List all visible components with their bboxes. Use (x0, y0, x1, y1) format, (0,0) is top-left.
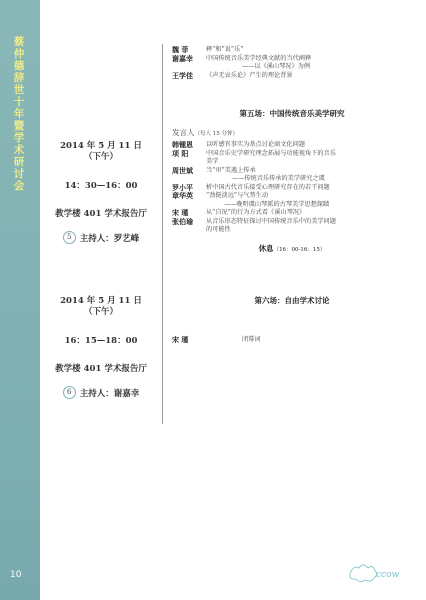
session6-host (44, 386, 158, 399)
ccow-logo (346, 560, 406, 584)
top-entries (172, 46, 412, 80)
session6-content (172, 297, 412, 344)
logo-text: ccow (376, 570, 400, 580)
session6-venue: 教学楼 401 学术报告厅 (55, 364, 147, 374)
session6-info (44, 296, 158, 399)
session5-number-badge: 5 (63, 231, 76, 244)
speakers-heading: 发言人（每人 15 分钟） (172, 127, 238, 137)
list-item: 的可能性 (206, 226, 231, 233)
list-item: 罗小平 析中国古代音乐接受心理研究存在的若干问题 (172, 182, 330, 192)
list-item: ——晚明虞山琴派的古琴美学思想探赜 (224, 200, 330, 208)
session6-date-sub: （下午） (83, 307, 118, 317)
list-item: 张伯瑜 从音乐形态特征探讨中国传统音乐中的美学问题 (172, 216, 336, 226)
list-item: 魏 菲 释“和”说“乐” (172, 45, 244, 54)
side-title: 蔡仲德辞世十年暨学术研讨会 (13, 36, 25, 192)
list-item: 项 阳 中国音乐史学研究理念拓展与功能视角下的音乐 (172, 148, 336, 158)
column-divider (162, 44, 163, 424)
list-item: 章华英 “劲挺淡远”与气势生动 (172, 191, 269, 200)
list-item: 韩锺恩 以听感官事实为基点讨论商文化问题 (172, 140, 305, 149)
session5-venue: 教学楼 401 学术报告厅 (55, 209, 147, 219)
session5-title: 第五场：中国传统音乐美学研究 (239, 109, 345, 118)
list-item: 周世斌 当“审”美遇上传承 (172, 165, 256, 175)
list-item: 美学 (206, 158, 219, 165)
list-item: 宋 瑾 从“自况”的行为方式看《溪山琴况》 (172, 208, 306, 217)
session5-host (44, 231, 158, 244)
session5-time: 14：30—16：00 (64, 181, 138, 191)
list-item: 谢嘉幸 中国传统音乐美学经典文献的当代阐释 (172, 53, 312, 63)
session5-date-sub: （下午） (83, 152, 118, 162)
session5-info (44, 141, 158, 244)
session5-host-label: 主持人：罗艺峰 (79, 233, 140, 244)
list-item: ——以《溪山琴况》为例 (242, 63, 311, 70)
page-number: 10 (10, 570, 22, 580)
session6-title: 第六场：自由学术讨论 (254, 296, 330, 305)
side-band (0, 0, 40, 600)
session6-date: 2014 年 5 月 11 日 (60, 296, 142, 306)
session6-time: 16：15—18：00 (64, 336, 138, 346)
list-item: 宋 瑾 闭幕词 (172, 334, 261, 344)
session6-number-badge: 6 (63, 386, 76, 399)
break-line: 休息（16：00-16：15） (258, 243, 326, 253)
session5-content (172, 110, 412, 254)
list-item: ——传统音乐传承的美学研究之虞 (232, 175, 325, 182)
session6-host-label: 主持人：谢嘉幸 (79, 388, 140, 399)
session5-date: 2014 年 5 月 11 日 (60, 141, 142, 151)
list-item: 王学佳 《声无哀乐论》产生的理论背景 (172, 70, 293, 80)
